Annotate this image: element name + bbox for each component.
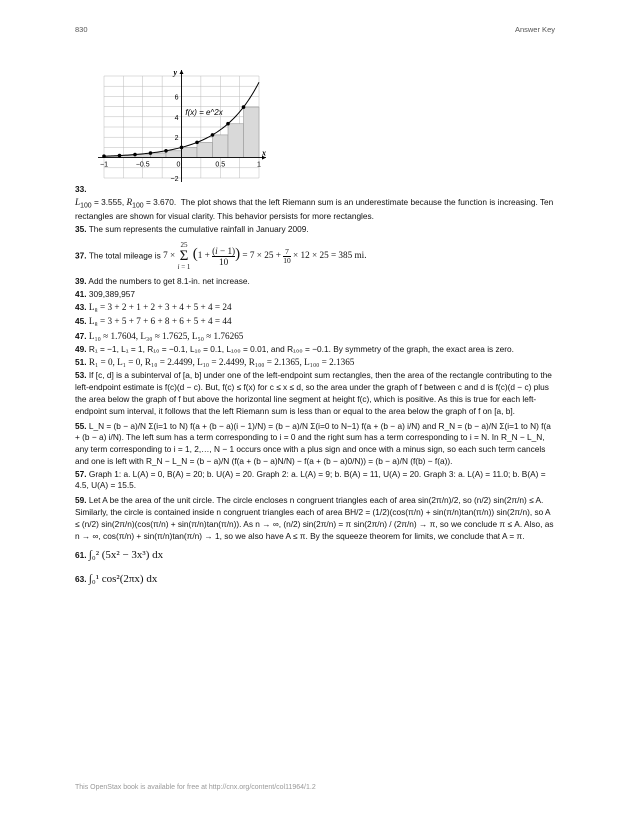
answer-number: 37. <box>75 250 87 261</box>
answer-37-body: The total mileage is 7 × 25 Σ i = 1 (1 + $\frac{(i - 1)}{10}$ ) = 7 × 25 + $\frac{7}{10}$ × 12 × 25 = 385 mi. <box>88 240 367 271</box>
answer-43 <box>75 301 555 314</box>
answer-number: 33. <box>75 184 87 194</box>
answer-45-text: L₈ = 3 + 5 + 7 + 6 + 8 + 6 + 5 + 4 = 44 <box>88 316 232 327</box>
sample-point <box>226 122 230 126</box>
section-title: Answer Key <box>514 25 555 34</box>
sample-point <box>102 154 106 158</box>
answer-39-text: Add the numbers to get 8.1-in. net increase. <box>88 275 250 286</box>
answer-number: 61. <box>75 550 87 561</box>
answer-59 <box>75 495 555 542</box>
footer-note: This OpenStax book is available for free at http://cnx.org/content/col11964/1.2 <box>75 784 316 791</box>
answer-33 <box>75 184 555 223</box>
answer-41 <box>75 289 555 301</box>
y-axis-label: y <box>173 68 178 77</box>
answer-37 <box>75 242 555 271</box>
graph-svg <box>96 66 272 184</box>
answer-number: 39. <box>75 275 87 286</box>
y-tick-label: −2 <box>170 176 179 183</box>
answer-57 <box>75 469 555 493</box>
sample-point <box>195 141 199 145</box>
sample-point <box>164 149 168 153</box>
riemann-rectangle <box>151 153 167 158</box>
answer-47 <box>75 330 555 343</box>
answer-number: 55. <box>75 420 87 431</box>
answer-number: 43. <box>75 302 87 313</box>
answer-number: 35. <box>75 224 87 235</box>
sample-point <box>133 153 137 157</box>
riemann-rectangle <box>166 151 182 158</box>
answer-53-text: If [c, d] is a subinterval of [a, b] under one of the left-endpoint sum rectangles, then the area of the rectangle contributing to the left-endpoint estimate is f(c)(d − c). But, f(c) ≤ f(x) for c ≤ x ≤ d, so the area under the graph of f between c and d is f(c)(d − c) plus the area below the graph of f but above the horizontal line segment at height f(c), which is positive. As this is true for each left-endpoint sum interval, it follows that the left Riemann sum is less than or equal to the area below the graph of f on [a, b]. <box>75 370 552 416</box>
answer-number: 49. <box>75 343 87 354</box>
answer-number: 63. <box>75 573 87 584</box>
riemann-rectangle <box>197 142 213 157</box>
riemann-sum-graph <box>96 66 272 184</box>
answer-number: 59. <box>75 495 87 506</box>
x-tick-label: 1 <box>257 161 261 169</box>
answer-51 <box>75 356 555 369</box>
answer-53 <box>75 370 555 417</box>
answer-61 <box>75 548 555 564</box>
y-tick-label: 6 <box>174 94 179 102</box>
answer-35 <box>75 224 555 236</box>
answer-63-text: ∫₀¹ cos²(2πx) dx <box>88 572 158 585</box>
answer-35-text: The sum represents the cumulative rainfall in January 2009. <box>88 224 309 235</box>
sample-point <box>118 154 122 158</box>
riemann-rectangle <box>182 147 198 157</box>
answer-63 <box>75 572 555 588</box>
answer-47-text: L₁₀ ≈ 1.7604, L₃₀ ≈ 1.7625, L₅₀ ≈ 1.76265 <box>88 330 244 341</box>
answer-55 <box>75 421 555 468</box>
answer-59-text: Let A be the area of the unit circle. The circle encloses n congruent triangles each of area sin(2π/n)/2, so (n/2) sin(2π/n) ≤ A. Similarly, the circle is contained inside n congruent triangles each of area BH/2 = (1/2)(cos(π/n) + sin(π/n)tan(π/n)) sin(2π/n), so A ≤ (n/2) sin(2π/n)(cos(π/n) + sin(π/n)tan(π/n)). As n → ∞, (n/2) sin(2π/n) = π sin(2π/n) / (2π/n) → π, so we conclude π ≤ A. Also, as n → ∞, cos(π/n) + sin(π/n)tan(π/n) → 1, so we also have A ≤ π. By the squeeze theorem for limits, we conclude that A = π. <box>75 495 554 541</box>
sample-point <box>242 105 246 109</box>
function-label: f(x) = e^2x <box>185 107 223 117</box>
x-tick-label: 0 <box>176 161 181 169</box>
answer-number: 51. <box>75 357 87 368</box>
answer-number: 57. <box>75 468 87 479</box>
answer-number: 45. <box>75 316 87 327</box>
x-tick-label: −1 <box>100 161 108 169</box>
x-tick-label: 0.5 <box>215 161 226 169</box>
y-tick-labels <box>171 94 179 183</box>
riemann-rectangle <box>244 107 260 158</box>
sample-point <box>211 133 215 137</box>
y-tick-label: 2 <box>174 135 179 143</box>
answer-51-text: R₁ = 0, L₁ = 0, R₁₀ = 2.4499, L₁₀ = 2.4499, R₁₀₀ = 2.1365, L₁₀₀ = 2.1365 <box>88 357 355 368</box>
answer-45 <box>75 315 555 328</box>
answer-49 <box>75 344 555 356</box>
answer-61-text: ∫₀² (5x² − 3x³) dx <box>88 549 164 562</box>
answer-43-text: L₈ = 3 + 2 + 1 + 2 + 3 + 4 + 5 + 4 = 24 <box>88 302 232 313</box>
answer-39 <box>75 276 555 288</box>
answer-55-text: L_N = (b − a)/N Σ(i=1 to N) f(a + (b − a)(i − 1)/N) = (b − a)/N Σ(i=0 to N−1) f(a + (b − a) i/N) and R_N = (b − a)/N Σ(i=1 to N) f(a + (b − a) i/N). The left sum has a term corresponding to i = 0 and the right sum has a term corresponding to i = N. In R_N − L_N, any term corresponding to i = 1, 2,…, N − 1 occurs once with a plus sign and once with a minus sign, so each such term cancels and one is left with R_N − L_N = (b − a)/N (f(a + (b − a)N/N) − f(a + (b − a)0/N)) = (b − a)/N (f(b) − f(a)). <box>75 420 551 466</box>
answer-list <box>75 184 555 589</box>
answer-number: 41. <box>75 288 87 299</box>
x-axis-label: x <box>262 148 266 158</box>
y-axis-arrow <box>180 70 184 74</box>
answer-33-body: $L_{100} = 3.555$, $R_{100} = 3.670$. The plot shows that the left Riemann sum is an underestimate because the function is increasing. Ten rectangles are shown for visual clarity. This behavior persists for more rectangles. <box>75 196 554 222</box>
answer-41-text: 309,389,957 <box>88 288 135 299</box>
riemann-rectangle <box>213 135 229 158</box>
sample-point <box>149 151 153 155</box>
x-tick-label: −0.5 <box>135 161 150 169</box>
y-tick-label: 4 <box>174 114 179 122</box>
page-number: 830 <box>75 25 88 34</box>
answer-57-text: Graph 1: a. L(A) = 0, B(A) = 20; b. U(A) = 20. Graph 2: a. L(A) = 9; b. B(A) = 11, U(A) = 20. Graph 3: a. L(A) = 11.0; b. B(A) = 4.5, U(A) = 15.5. <box>75 468 546 491</box>
answer-number: 53. <box>75 370 87 381</box>
answer-number: 47. <box>75 330 87 341</box>
riemann-rectangle <box>228 124 244 158</box>
answer-49-text: R₁ = −1, L₁ = 1, R₁₀ = −0.1, L₁₀ = 0.1, L₁₀₀ = 0.01, and R₁₀₀ = −0.1. By symmetry of the graph, the exact area is zero. <box>88 343 514 354</box>
sample-point <box>180 146 184 150</box>
riemann-rectangle <box>135 155 151 158</box>
